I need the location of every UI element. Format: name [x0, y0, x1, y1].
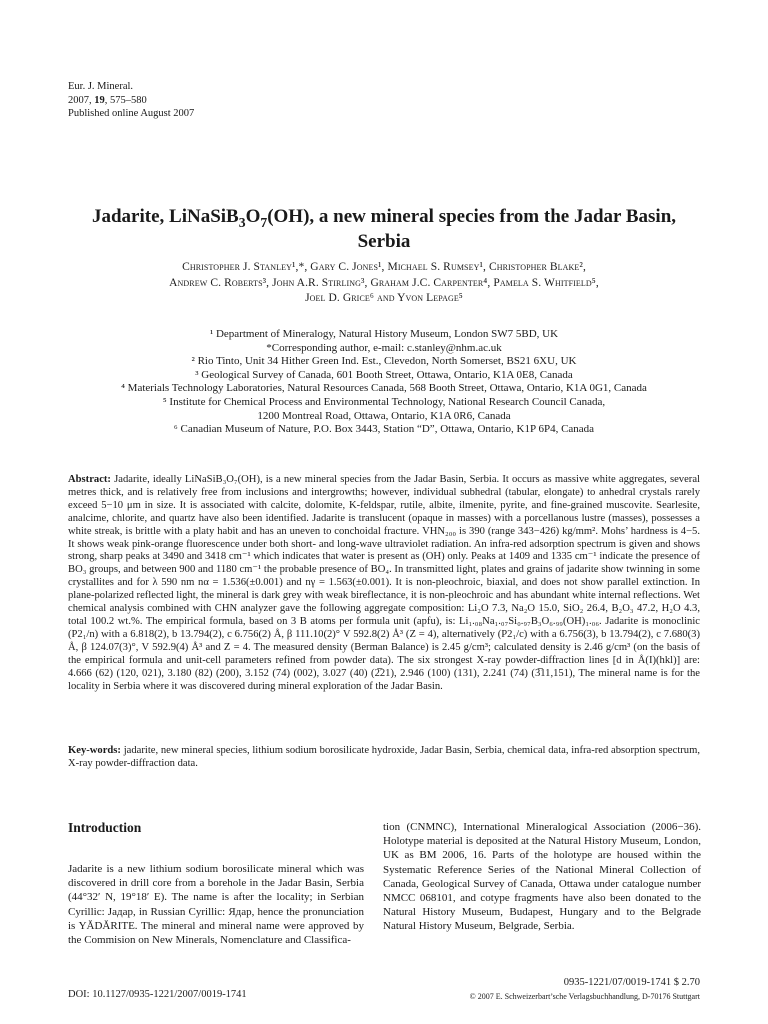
- corresponding-author: *Corresponding author, e-mail: c.stanley@nhm.ac.uk: [266, 341, 502, 354]
- title-suffix: (OH), a new mineral species from the Jadar Basin, Serbia: [267, 206, 677, 252]
- journal-header: [68, 80, 194, 121]
- abstract-text: Jadarite, ideally LiNaSiB₃O₇(OH), is a new mineral species from the Jadar Basin, Serbia. It occurs as massive white aggregates, several metres thick, and is relatively free from inclusions and intergrowths; however, individual subhedral (tabular, elongate) to anhedral crystals rarely exceed 5−10 μm in size. It is associated with calcite, dolomite, K-feldspar, rutile, albite, ilmenite, pyrite, and fine-grained muscovite. Searlesite, analcime, chlorite, and quartz have also been identified. Jadarite is translucent (opaque in masses) with a porcellanous lustre (masses), possesses a white streak, is brittle with a platy habit and has an uneven to conchoidal fracture. VHN₂₀₀ is 390 (range 343−426) kg/mm². Mohs’ hardness is 4−5. It shows weak pink-orange fluorescence under both short- and long-wave ultraviolet radiation. An infra-red adsorption spectrum is given and shows strong, sharp peaks at 3490 and 3418 cm⁻¹ which indicates that water is present as (OH) only. Peaks at 1409 and 1335 cm⁻¹ indicate the presence of BO₃ groups, and between 900 and 1180 cm⁻¹ the probable presence of BO₄. In transmitted light, plates and grains of jadarite show twinning in some crystallites and for λ 590 nm nα = 1.536(±0.001) and nγ = 1.563(±0.001). It is non-pleochroic, biaxial, and does not show parallel extinction. In plane-polarized reflected light, the mineral is dark grey with weak bireflectance, it is non-pleochroic and has abundant white internal reflections. Wet chemical analysis combined with CHN analyzer gave the following aggregate composition: Li₂O 7.3, Na₂O 15.0, SiO₂ 26.4, B₂O₃ 47.2, H₂O 4.3, total 100.2 wt.%. The empirical formula, based on 3 B atoms per formula unit (apfu), is: Li₁.₀₈Na₁.₀₇Si₀.₉₇B₃O₆.₉₉(OH)₁.₀₆. Jadarite is monoclinic (P2₁/n) with a 6.818(2), b 13.794(2), c 6.756(2) Å, β 111.10(2)° V 592.8(2) Å³ (Z = 4), alternatively (P2₁/c) with a 6.756(3), b 13.794(2), c 7.680(3) Å, β 124.07(3)°, V 592.9(4) Å³ and Z = 4. The measured density (Berman Balance) is 2.45 g/cm³; calculated density is 2.46 g/cm³ (on the basis of the empirical formula and unit-cell parameters refined from powder data). The six strongest X-ray powder-diffraction lines [d in Å(I)(hkl)] are: 4.666 (62) (120, 021), 3.180 (82) (200), 3.152 (74) (002), 3.027 (40) (2̅21), 2.946 (100) (131), 2.241 (74) (3̅11,151), The mineral name is for the locality in Serbia where it was discovered during mineral exploration of the Jadar Basin.: [68, 474, 700, 692]
- abstract-label: Abstract:: [68, 474, 111, 485]
- author-line-3: Joel D. Grice⁶ and Yvon Lepage⁵: [305, 292, 463, 304]
- journal-volume: 19: [94, 94, 105, 106]
- journal-citation: [68, 94, 194, 108]
- journal-name: Eur. J. Mineral.: [68, 81, 134, 92]
- affiliation-line: ⁴ Materials Technology Laboratories, Natural Resources Canada, 568 Booth Street, Ottawa, Ontario, K1A 0G1, Canada: [121, 382, 647, 395]
- author-line-2: Andrew C. Roberts³, John A.R. Stirling³, Graham J.C. Carpenter⁴, Pamela S. Whitfield⁵,: [169, 276, 599, 289]
- keywords-text: jadarite, new mineral species, lithium sodium borosilicate hydroxide, Jadar Basin, Serbia, chemical data, infra-red absorption spectrum, X-ray powder-diffraction data.: [68, 745, 700, 769]
- author-list: [68, 260, 700, 307]
- affiliations: [68, 328, 700, 437]
- affiliation-line: ¹ Department of Mineralogy, Natural History Museum, London SW7 5BD, UK: [209, 328, 559, 340]
- title-mid: O: [245, 206, 261, 227]
- abstract: [68, 474, 700, 693]
- body-column-right: tion (CNMNC), International Mineralogical Association (2006−36). Holotype material is deposited at the Natural History Museum, London, UK as BM 2006, 16. Parts of the holotype are housed within the Systematic Reference Series of the National Mineral Collection of Canada, Geological Survey of Canada, Ottawa under catalogue number NMCC 068101, and cotype fragments have also been donated to the Natural History Museum, Budapest, Hungary and to the Belgrade Natural History Museum, Belgrade, Serbia.: [383, 821, 701, 933]
- section-heading: Introduction: [68, 820, 142, 835]
- title-subscript-2: 7: [260, 214, 268, 230]
- title-subscript-1: 3: [238, 214, 246, 230]
- journal-year: 2007,: [68, 94, 92, 106]
- copyright-notice: © 2007 E. Schweizerbart’sche Verlagsbuchhandlung, D-70176 Stuttgart: [469, 992, 700, 1001]
- title-prefix: Jadarite, LiNaSiB: [91, 206, 239, 227]
- affiliation-line: ⁵ Institute for Chemical Process and Environmental Technology, National Research Council Canada,: [162, 395, 606, 408]
- journal-published: Published online August 2007: [68, 108, 195, 119]
- affiliation-line: ³ Geological Survey of Canada, 601 Booth Street, Ottawa, Ontario, K1A 0E8, Canada: [195, 368, 573, 381]
- issn-price: 0935-1221/07/0019-1741 $ 2.70: [563, 977, 700, 988]
- keywords: [68, 745, 700, 771]
- journal-pages: , 575–580: [104, 94, 147, 106]
- author-line-1: Christopher J. Stanley¹,*, Gary C. Jones¹, Michael S. Rumsey¹, Christopher Blake²,: [182, 261, 586, 273]
- keywords-label: Key-words:: [68, 745, 121, 756]
- body-column-left: Jadarite is a new lithium sodium borosilicate mineral which was discovered in drill core from a borehole in the Jadar Basin, Serbia (44°32′ N, 19°18′ E). The name is after the locality; in Serbian Cyrillic: Јадар, in Russian Cyrillic: Ядар, hence the pronunciation is YĂDĂRITE. The mineral and mineral name were approved by the Commision on New Minerals, Nomenclature and Classifica-: [68, 863, 364, 947]
- affiliation-line: ² Rio Tinto, Unit 34 Hither Green Ind. Est., Clevedon, North Somerset, BS21 6XU, UK: [191, 355, 577, 368]
- affiliation-line: 1200 Montreal Road, Ottawa, Ontario, K1A 0R6, Canada: [257, 409, 511, 422]
- doi: DOI: 10.1127/0935-1221/2007/0019-1741: [68, 989, 247, 1000]
- article-title: [68, 204, 700, 254]
- affiliation-line: ⁶ Canadian Museum of Nature, P.O. Box 3443, Station “D”, Ottawa, Ontario, K1P 6P4, Canada: [173, 423, 595, 436]
